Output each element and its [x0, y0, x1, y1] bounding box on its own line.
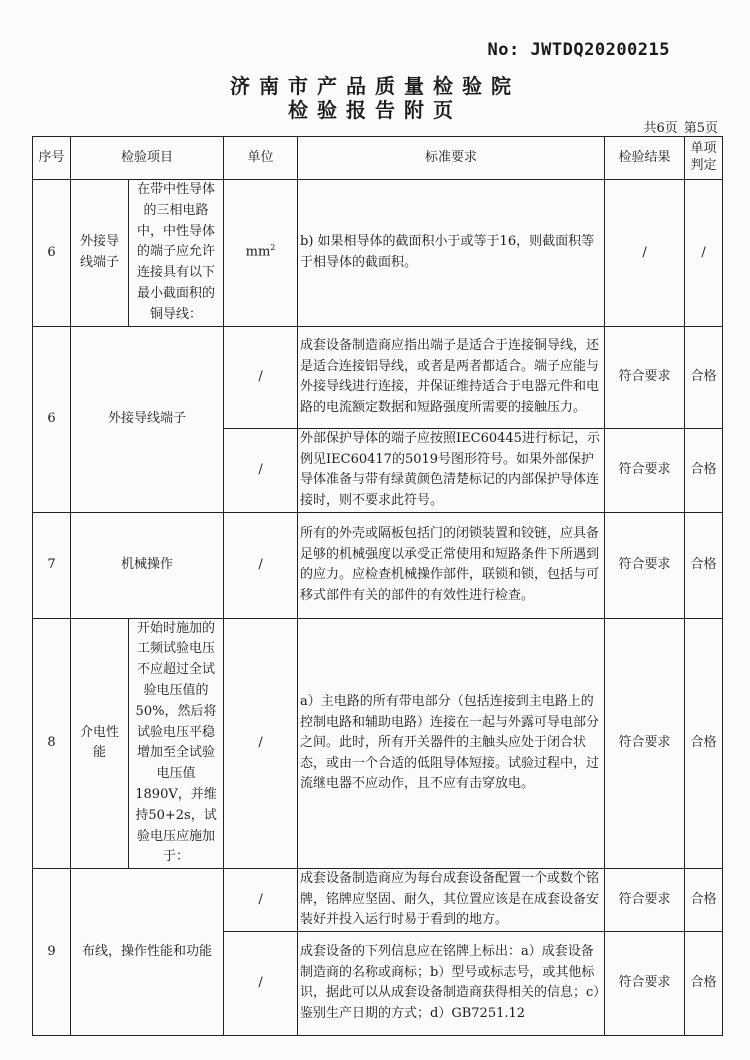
row-unit: / — [224, 512, 298, 618]
inspection-table — [32, 136, 723, 1036]
row-verdict: 合格 — [685, 326, 723, 428]
row-verdict: 合格 — [685, 618, 723, 869]
row-item: 外接导线端子 — [71, 180, 129, 327]
row-standard: 所有的外壳或隔板包括门的闭锁装置和铰链，应具备足够的机械强度以承受正常使用和短路条件下所遇到的应力。应检查机械操作部件，联锁和锁，包括与可移式部件有关的部件的有效性进行检查。 — [298, 512, 605, 618]
row-standard: 成套设备的下列信息应在铭牌上标出：a）成套设备制造商的名称或商标；b）型号或标志号，或其他标识，据此可以从成套设备制造商获得相关的信息；c）鉴别生产日期的方式；d）GB7251.12 — [298, 931, 605, 1035]
row-result: 符合要求 — [605, 326, 685, 428]
header-verdict-line1: 单项 — [690, 141, 717, 157]
header-standard: 标准要求 — [298, 137, 605, 180]
row-item: 机械操作 — [71, 512, 224, 618]
institute-title: 济南市产品质量检验院 — [230, 74, 520, 98]
row-unit: / — [224, 869, 298, 932]
row-result: 符合要求 — [605, 931, 685, 1035]
current-page: 第5页 — [683, 121, 718, 136]
table-row — [33, 869, 723, 932]
row-result: 符合要求 — [605, 869, 685, 932]
row-verdict: 合格 — [685, 869, 723, 932]
row-standard: a）主电路的所有带电部分（包括连接到主电路上的控制电路和辅助电路）连接在一起与外露可导电部分之间。此时，所有开关器件的主触头应处于闭合状态，或由一个合适的低阻导体短接。试验过程中，过流继电器不应动作，且不应有击穿放电。 — [298, 618, 605, 869]
row-sub-item: 在带中性导体的三相电路中，中性导体的端子应允许连接具有以下最小截面积的铜导线： — [129, 180, 224, 327]
report-title: 检验报告附页 — [288, 98, 462, 122]
header-unit: 单位 — [224, 137, 298, 180]
row-sub-item: 开始时施加的工频试验电压不应超过全试验电压值的50%，然后将试验电压平稳增加至全试验电压值1890V，并维持50+2s，试验电压应施加于： — [129, 618, 224, 869]
header-verdict — [685, 137, 723, 180]
header-seq: 序号 — [33, 137, 71, 180]
row-standard: 成套设备制造商应为每台成套设备配置一个或数个铭牌，铭牌应坚固、耐久，其位置应该是在成套设备安装好并投入运行时易于看到的地方。 — [298, 869, 605, 932]
row-standard: 外部保护导体的端子应按照IEC60445进行标记，示例见IEC60417的5019号图形符号。如果外部保护导体准备与带有绿黄颜色清楚标记的内部保护导体连接时，则不要求此符号。 — [298, 428, 605, 512]
row-item: 外接导线端子 — [71, 326, 224, 512]
table-row — [33, 326, 723, 428]
row-result: 符合要求 — [605, 512, 685, 618]
table-row — [33, 180, 723, 327]
row-unit: / — [224, 618, 298, 869]
row-verdict: 合格 — [685, 428, 723, 512]
page-indicator — [643, 117, 718, 136]
row-seq: 8 — [33, 618, 71, 869]
header-verdict-line2: 判定 — [690, 158, 717, 173]
row-verdict: 合格 — [685, 512, 723, 618]
row-result: 符合要求 — [605, 428, 685, 512]
unit-base: mm — [245, 244, 271, 260]
row-standard: 成套设备制造商应指出端子是适合于连接铜导线，还是适合连接铝导线，或者是两者都适合。端子应能与外接导线进行连接，并保证维持适合于电器元件和电路的电流额定数据和短路强度所需要的接触压力。 — [298, 326, 605, 428]
row-result: / — [605, 180, 685, 327]
table-row — [33, 618, 723, 869]
row-unit — [224, 180, 298, 327]
row-unit: / — [224, 931, 298, 1035]
header-item: 检验项目 — [71, 137, 224, 180]
row-verdict: / — [685, 180, 723, 327]
row-standard: b) 如果相导体的截面积小于或等于16，则截面积等于相导体的截面积。 — [298, 180, 605, 327]
table-header-row — [33, 137, 723, 180]
report-number: No: JWTDQ20200215 — [487, 40, 670, 60]
row-seq: 7 — [33, 512, 71, 618]
row-item: 布线，操作性能和功能 — [71, 869, 224, 1036]
unit-superscript: 2 — [270, 243, 276, 253]
table-row — [33, 512, 723, 618]
row-result: 符合要求 — [605, 618, 685, 869]
row-seq: 6 — [33, 326, 71, 512]
row-item: 介电性能 — [71, 618, 129, 869]
total-pages: 共6页 — [643, 121, 678, 136]
row-unit: / — [224, 326, 298, 428]
row-seq: 6 — [33, 180, 71, 327]
row-unit: / — [224, 428, 298, 512]
row-verdict: 合格 — [685, 931, 723, 1035]
header-result: 检验结果 — [605, 137, 685, 180]
row-seq: 9 — [33, 869, 71, 1036]
